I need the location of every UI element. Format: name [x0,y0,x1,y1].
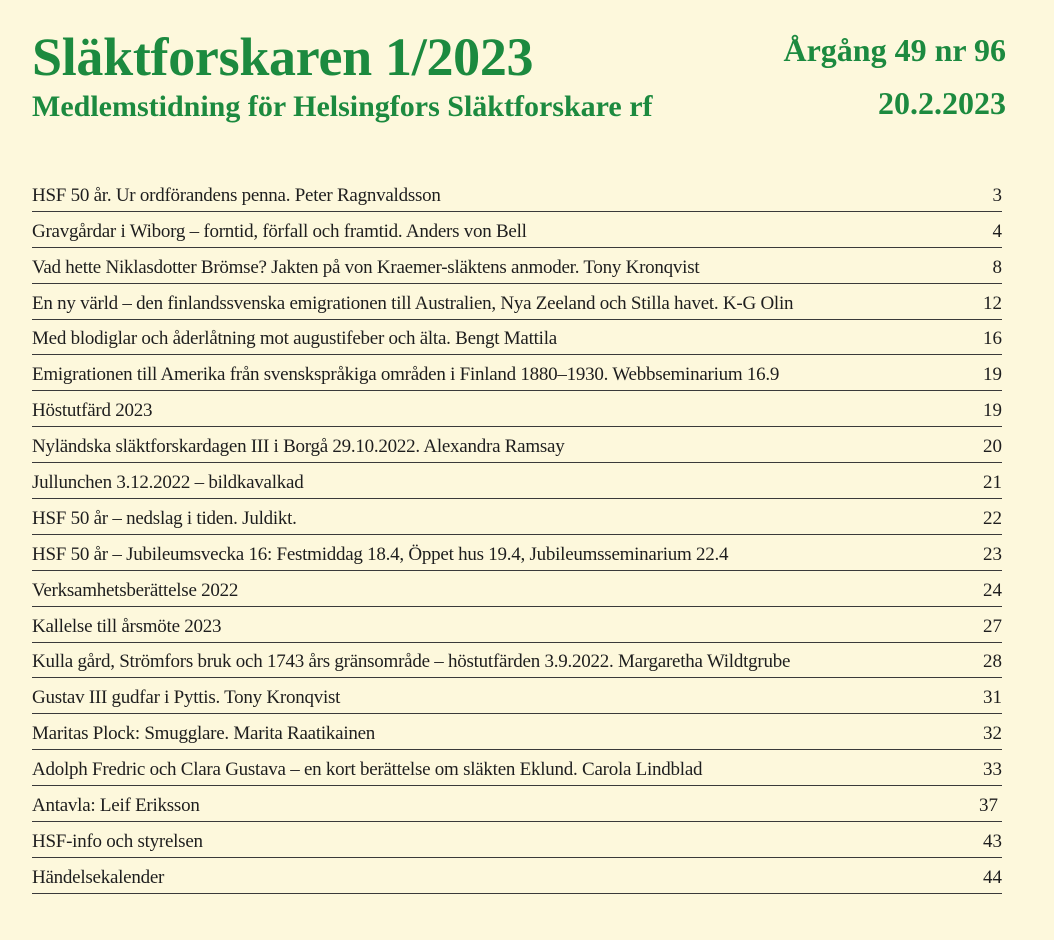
toc-entry-title: Gravgårdar i Wiborg – forntid, förfall och framtid. Anders von Bell [32,220,527,242]
toc-entry-title: HSF 50 år – nedslag i tiden. Juldikt. [32,507,297,529]
toc-entry-title: Kulla gård, Strömfors bruk och 1743 års gränsområde – höstutfärden 3.9.2022. Margaretha Wildtgrube [32,651,791,673]
toc-entry-title: HSF-info och styrelsen [32,830,203,852]
toc-entry-page: 21 [983,472,1002,494]
toc-entry-page: 44 [983,866,1002,888]
toc-entry [32,571,1002,607]
toc-entry [32,822,1002,858]
toc-entry-title: Med blodiglar och åderlåtning mot augustifeber och älta. Bengt Mattila [32,328,557,350]
toc-entry-page: 28 [983,651,1002,673]
toc-entry-page: 43 [983,830,1002,852]
toc-entry-title: Verksamhetsberättelse 2022 [32,579,239,601]
toc-entry-page: 23 [983,543,1002,565]
toc-entry [32,714,1002,750]
toc-entry [32,858,1002,894]
toc-entry [32,607,1002,643]
toc-entry-page: 37 [979,795,998,817]
toc-entry-title: Jullunchen 3.12.2022 – bildkavalkad [32,472,304,494]
toc-entry [32,786,1002,822]
toc-entry-title: Maritas Plock: Smugglare. Marita Raatikainen [32,723,376,745]
toc-entry [32,535,1002,571]
toc-entry-page: 22 [983,507,1002,529]
toc-entry-title: HSF 50 år – Jubileumsvecka 16: Festmiddag 18.4, Öppet hus 19.4, Jubileumsseminarium 22.4 [32,543,729,565]
toc-entry-page: 8 [992,256,1002,278]
masthead [0,0,1054,170]
toc-entry [32,427,1002,463]
toc-entry-title: Nyländska släktforskardagen III i Borgå 29.10.2022. Alexandra Ramsay [32,436,565,458]
toc-entry-title: Gustav III gudfar i Pyttis. Tony Kronqvist [32,687,341,709]
toc-entry-title: HSF 50 år. Ur ordförandens penna. Peter Ragnvaldsson [32,184,441,206]
toc-entry-page: 20 [983,436,1002,458]
toc-entry-title: Vad hette Niklasdotter Brömse? Jakten på von Kraemer-släktens anmoder. Tony Kronqvist [32,256,700,278]
issue-date: 20.2.2023 [878,85,1006,121]
toc-entry-page: 27 [983,615,1002,637]
toc-entry-title: Adolph Fredric och Clara Gustava – en kort berättelse om släkten Eklund. Carola Lindblad [32,759,703,781]
toc-entry-page: 12 [983,292,1002,314]
magazine-subtitle: Medlemstidning för Helsingfors Släktforskare rf [32,90,653,123]
volume-issue: Årgång 49 nr 96 [783,32,1006,68]
toc-entry-page: 3 [992,184,1002,206]
toc-entry-title: Antavla: Leif Eriksson [32,795,200,817]
toc-entry-page: 4 [992,220,1002,242]
toc-entry [32,750,1002,786]
toc-entry-title: Kallelse till årsmöte 2023 [32,615,222,637]
toc-entry-page: 24 [983,579,1002,601]
toc-entry [32,643,1002,679]
toc-entry [32,678,1002,714]
toc-entry [32,176,1002,212]
toc-entry [32,320,1002,356]
toc-entry-page: 16 [983,328,1002,350]
toc-entry-page: 19 [983,364,1002,386]
toc-entry-page: 32 [983,723,1002,745]
toc-entry [32,284,1002,320]
toc-entry [32,391,1002,427]
table-of-contents [32,176,1002,894]
toc-entry [32,355,1002,391]
toc-entry [32,212,1002,248]
toc-entry [32,499,1002,535]
toc-entry-page: 19 [983,400,1002,422]
toc-entry-page: 33 [983,759,1002,781]
toc-entry-title: Emigrationen till Amerika från svenskspråkiga områden i Finland 1880–1930. Webbseminarium 16.9 [32,364,780,386]
magazine-title: Släktforskaren 1/2023 [32,27,534,87]
toc-entry-page: 31 [983,687,1002,709]
toc-entry-title: Händelsekalender [32,866,165,888]
toc-entry [32,463,1002,499]
toc-entry [32,248,1002,284]
toc-entry-title: En ny värld – den finlandssvenska emigrationen till Australien, Nya Zeeland och Stilla havet. K-G Olin [32,292,794,314]
toc-entry-title: Höstutfärd 2023 [32,400,153,422]
